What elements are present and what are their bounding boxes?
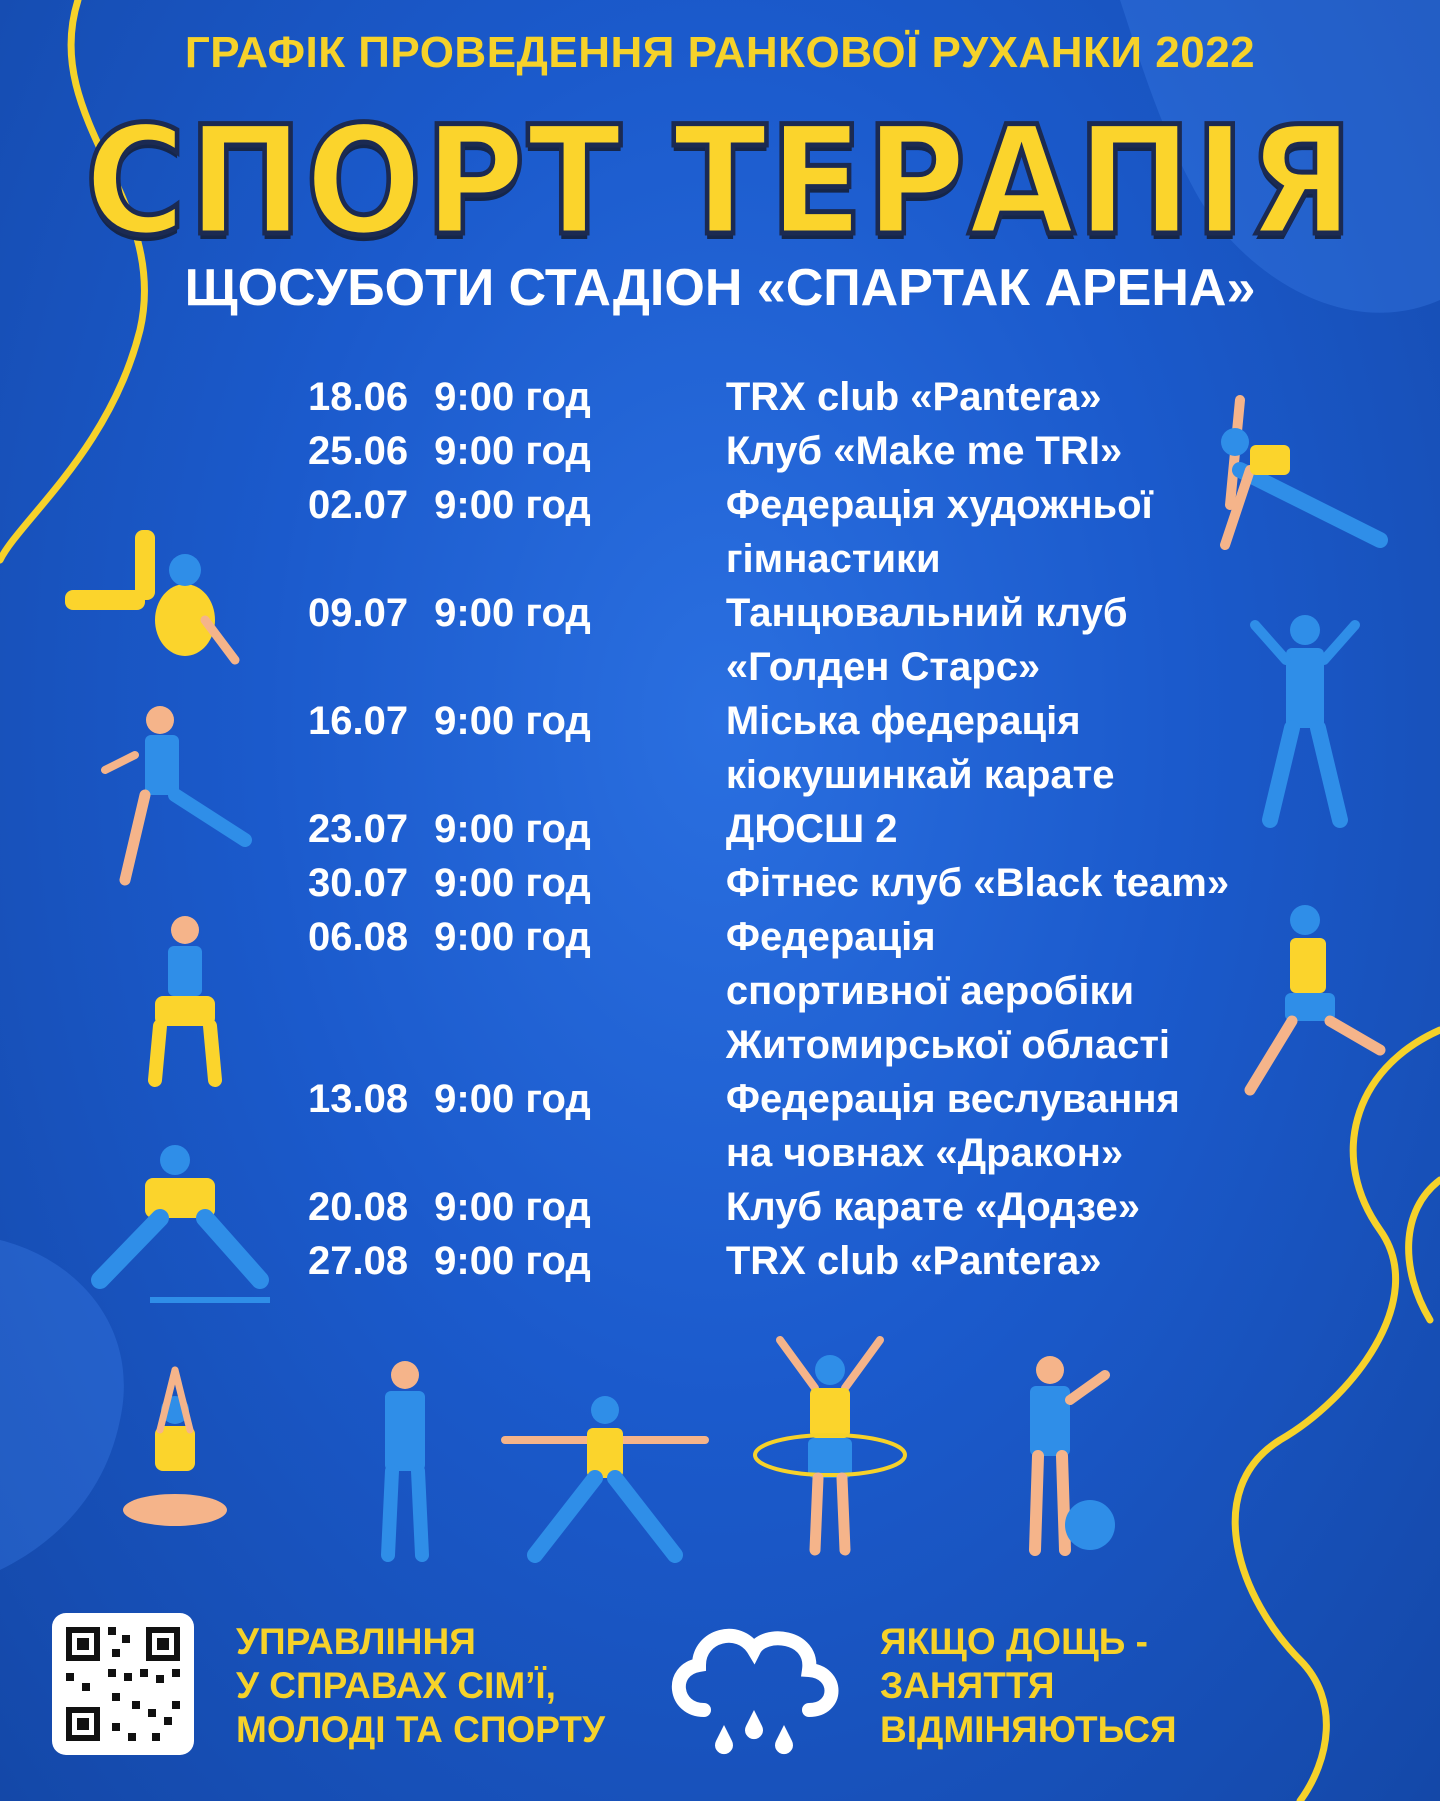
- venue-subtitle: ЩОСУБОТИ СТАДІОН «СПАРТАК АРЕНА»: [184, 259, 1256, 317]
- barbell-figure-icon: [70, 1140, 280, 1320]
- schedule-row: [308, 370, 1258, 424]
- schedule-organizer: Клуб карате «Додзе»: [725, 1185, 1140, 1229]
- schedule-list: [308, 370, 1258, 1288]
- schedule-row: [308, 424, 1258, 478]
- schedule-organizer: Федерація веслування на човнах «Дракон»: [725, 1077, 1180, 1175]
- schedule-row: [308, 1234, 1258, 1288]
- schedule-time: 9:00 год: [434, 1185, 591, 1229]
- schedule-date: 09.07: [308, 591, 409, 635]
- schedule-organizer: TRX club «Pantera»: [725, 375, 1102, 419]
- dumbbell-figure-icon: [1230, 610, 1380, 830]
- schedule-time: 9:00 год: [434, 375, 591, 419]
- qr-code-icon[interactable]: [52, 1613, 194, 1755]
- schedule-time: 9:00 год: [434, 915, 591, 959]
- running-figure-icon: [1220, 900, 1390, 1100]
- schedule-time: 9:00 год: [434, 1077, 591, 1121]
- schedule-organizer: Федерація спортивної аеробіки Житомирської області: [725, 915, 1171, 1067]
- schedule-row: [308, 694, 1258, 802]
- schedule-date: 25.06: [308, 429, 409, 473]
- schedule-organizer: Клуб «Make me TRI»: [725, 429, 1123, 473]
- bodybuilder-figure-icon: [990, 1350, 1120, 1560]
- lunge-figure-icon: [95, 700, 255, 890]
- schedule-row: [308, 1072, 1258, 1180]
- schedule-date: 02.07: [308, 483, 409, 527]
- hula-hoop-figure-icon: [750, 1330, 910, 1560]
- organizer-text: УПРАВЛІННЯ У СПРАВАХ СІМ’Ї, МОЛОДІ ТА СПОРТУ: [236, 1621, 606, 1750]
- schedule-time: 9:00 год: [434, 429, 591, 473]
- schedule-date: 06.08: [308, 915, 409, 959]
- schedule-date: 20.08: [308, 1185, 409, 1229]
- schedule-date: 23.07: [308, 807, 409, 851]
- meditation-figure-icon: [120, 1360, 230, 1540]
- schedule-date: 13.08: [308, 1077, 409, 1121]
- plank-figure-icon: [1180, 370, 1410, 570]
- event-heading: ГРАФІК ПРОВЕДЕННЯ РАНКОВОЇ РУХАНКИ 2022: [184, 28, 1256, 77]
- yoga-warrior-figure-icon: [495, 1390, 715, 1570]
- schedule-time: 9:00 год: [434, 699, 591, 743]
- schedule-row: [308, 910, 1258, 1072]
- schedule-time: 9:00 год: [434, 861, 591, 905]
- schedule-organizer: Танцювальний клуб «Голден Старс»: [725, 591, 1128, 689]
- schedule-organizer: Міська федерація кіокушинкай карате: [725, 699, 1115, 797]
- schedule-time: 9:00 год: [434, 1239, 591, 1283]
- schedule-organizer: Федерація художньої гімнастики: [725, 483, 1153, 581]
- schedule-date: 18.06: [308, 375, 409, 419]
- schedule-time: 9:00 год: [434, 591, 591, 635]
- schedule-organizer: Фітнес клуб «Black team»: [725, 861, 1230, 905]
- schedule-date: 30.07: [308, 861, 409, 905]
- schedule-row: [308, 1180, 1258, 1234]
- stretching-figure-icon: [55, 520, 245, 670]
- schedule-row: [308, 802, 1258, 856]
- page-title: СПОРТ ТЕРАПІЯ: [84, 95, 1356, 269]
- squat-figure-icon: [120, 910, 240, 1090]
- rain-notice: ЯКЩО ДОЩЬ - ЗАНЯТТЯ ВІДМІНЯЮТЬСЯ: [880, 1621, 1177, 1750]
- schedule-row: [308, 586, 1258, 694]
- schedule-row: [308, 856, 1258, 910]
- schedule-organizer: TRX club «Pantera»: [725, 1239, 1102, 1283]
- schedule-date: 27.08: [308, 1239, 409, 1283]
- rain-cloud-icon: [664, 1610, 844, 1770]
- schedule-row: [308, 478, 1258, 586]
- schedule-date: 16.07: [308, 699, 409, 743]
- weights-figure-icon: [340, 1355, 470, 1565]
- schedule-organizer: ДЮСШ 2: [725, 807, 898, 851]
- schedule-time: 9:00 год: [434, 807, 591, 851]
- schedule-time: 9:00 год: [434, 483, 591, 527]
